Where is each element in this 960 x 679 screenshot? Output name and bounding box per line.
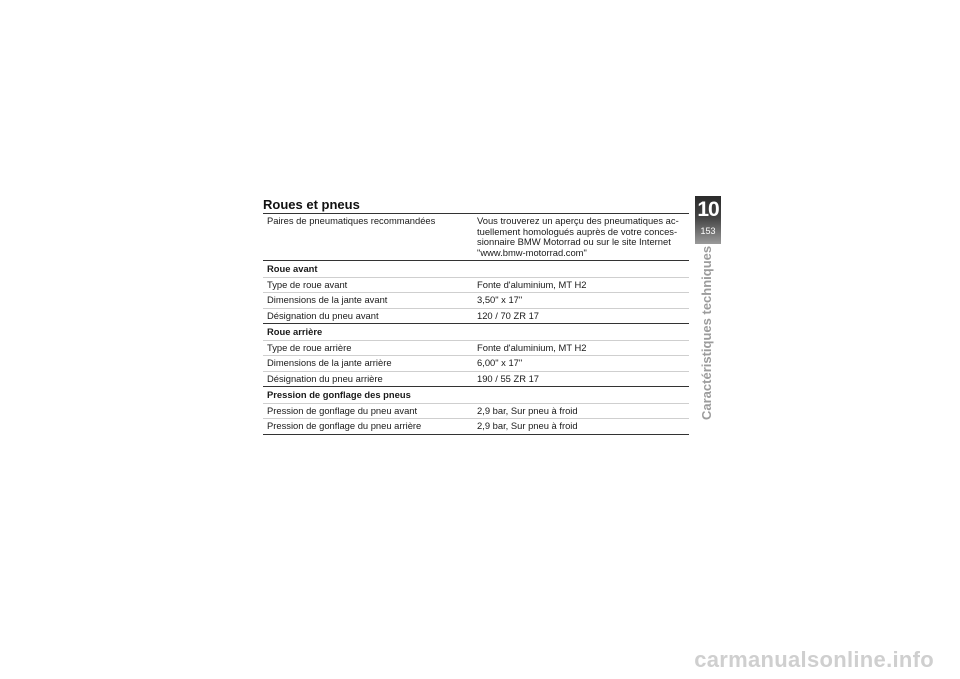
row-value: 6,00" x 17"	[473, 356, 689, 372]
table-row	[263, 340, 689, 356]
page-number: 153	[700, 226, 716, 236]
row-label: Désignation du pneu avant	[263, 308, 473, 324]
rear-heading: Roue arrière	[263, 324, 689, 341]
front-heading: Roue avant	[263, 261, 689, 278]
section-title: Roues et pneus	[263, 197, 360, 212]
table-row	[263, 403, 689, 419]
row-label: Pression de gonflage du pneu arrière	[263, 419, 473, 435]
row-value: 2,9 bar, Sur pneu à froid	[473, 419, 689, 435]
chapter-label: Caractéristiques techniques	[699, 245, 714, 420]
row-label: Pression de gonflage du pneu avant	[263, 403, 473, 419]
row-value: 2,9 bar, Sur pneu à froid	[473, 403, 689, 419]
row-value: 120 / 70 ZR 17	[473, 308, 689, 324]
table-row	[263, 277, 689, 293]
row-value: 3,50" x 17"	[473, 293, 689, 309]
row-label: Dimensions de la jante avant	[263, 293, 473, 309]
table-row	[263, 356, 689, 372]
intro-text: Vous trouverez un aperçu des pneumatiques ac-tuellement homologués auprès de votre conces-sionnaire BMW Motorrad ou sur le site Internet "www.bmw-motorrad.com"	[473, 214, 689, 261]
pressure-heading-row	[263, 387, 689, 404]
row-value: Fonte d'aluminium, MT H2	[473, 277, 689, 293]
chapter-side-label	[699, 245, 719, 420]
watermark: carmanualsonline.info	[694, 647, 934, 672]
table-row	[263, 371, 689, 387]
spec-table	[263, 213, 689, 435]
intro-label: Paires de pneumatiques recommandées	[263, 214, 473, 261]
row-label: Dimensions de la jante arrière	[263, 356, 473, 372]
chapter-number: 10	[697, 198, 719, 221]
table-row	[263, 293, 689, 309]
row-label: Type de roue arrière	[263, 340, 473, 356]
front-heading-row	[263, 261, 689, 278]
row-label: Type de roue avant	[263, 277, 473, 293]
pressure-heading: Pression de gonflage des pneus	[263, 387, 689, 404]
row-label: Désignation du pneu arrière	[263, 371, 473, 387]
row-value: 190 / 55 ZR 17	[473, 371, 689, 387]
rear-heading-row	[263, 324, 689, 341]
row-value: Fonte d'aluminium, MT H2	[473, 340, 689, 356]
table-row	[263, 419, 689, 435]
table-row-intro	[263, 214, 689, 261]
table-row	[263, 308, 689, 324]
